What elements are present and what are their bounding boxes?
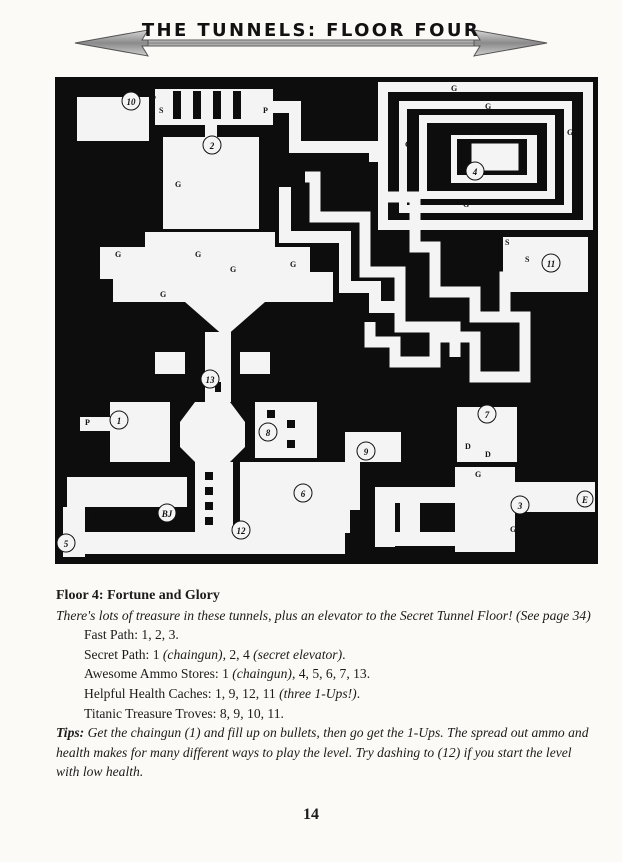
map-gold-letter: G (451, 84, 458, 93)
map-secret-letter: S (525, 255, 530, 264)
tunnel-map-icon (55, 77, 598, 564)
map-gold-letter: G (195, 250, 202, 259)
map-gold-letter: G (85, 510, 92, 519)
map-label-2: 2 (209, 141, 215, 151)
map-label-6: 6 (300, 489, 306, 499)
treasure-line: Titanic Treasure Troves: 8, 9, 10, 11. (84, 705, 284, 721)
map-gold-letter: G (475, 470, 482, 479)
map-label-9: 9 (363, 447, 369, 457)
map-gold-letter: G (405, 140, 412, 149)
page-number: 14 (303, 806, 319, 823)
ammo-line: Awesome Ammo Stores: 1 (chaingun), 4, 5, 6, 7, 13. (84, 666, 371, 682)
map-secret-letter: S (473, 126, 478, 135)
map-secret-letter: S (505, 238, 510, 247)
map-label-1: 1 (116, 416, 122, 426)
map-gold-letter: G (160, 290, 167, 299)
map-label-8: 8 (265, 428, 271, 438)
map-label-7: 7 (484, 410, 490, 420)
page-header (0, 0, 622, 70)
secret-path-line: Secret Path: 1 (chaingun), 2, 4 (secret elevator). (84, 646, 346, 662)
description-text (56, 586, 596, 782)
map-gold-letter: G (290, 260, 297, 269)
map-label-11: 11 (546, 259, 556, 269)
map-label-5: 5 (63, 539, 69, 549)
tips-label: Tips: (56, 725, 85, 741)
tips-paragraph (56, 723, 596, 782)
map-label-13: 13 (205, 375, 215, 385)
map-label-3: 3 (517, 501, 523, 511)
floor-map (55, 77, 598, 564)
section-heading: Floor 4: Fortune and Glory (56, 588, 220, 603)
map-player-letter: P (85, 418, 90, 427)
map-door-letter: D (485, 450, 491, 459)
map-gold-letter: G (463, 200, 470, 209)
tips-body: Get the chaingun (1) and fill up on bullets, then go get the 1-Ups. The spread out ammo and health makes for many different ways to play the level. Try dashing to (12) if you start the level with low health. (56, 725, 589, 780)
map-gold-letter: G (567, 128, 574, 137)
page-title: THE TUNNELS: FLOOR FOUR (141, 20, 481, 41)
map-gold-letter: G (230, 265, 237, 274)
map-label-10: 10 (126, 97, 136, 107)
map-label-4: 4 (472, 167, 478, 177)
map-label-bj: BJ (161, 509, 173, 519)
map-door-letter: D (465, 442, 471, 451)
map-gold-letter: G (175, 180, 182, 189)
intro-paragraph: There's lots of treasure in these tunnels, plus an elevator to the Secret Tunnel Floor! (See page 34) (56, 607, 591, 623)
map-gold-letter: G (115, 250, 122, 259)
fast-path-line: Fast Path: 1, 2, 3. (84, 627, 179, 643)
map-player-letter: P (151, 94, 156, 103)
map-label-elevator: E (581, 495, 589, 505)
map-secret-letter: S (159, 106, 164, 115)
map-gold-letter: G (510, 525, 517, 534)
map-player-letter: P (263, 106, 268, 115)
health-line: Helpful Health Caches: 1, 9, 12, 11 (three 1-Ups!). (84, 685, 361, 701)
map-gold-letter: G (485, 102, 492, 111)
map-label-12: 12 (236, 526, 246, 536)
